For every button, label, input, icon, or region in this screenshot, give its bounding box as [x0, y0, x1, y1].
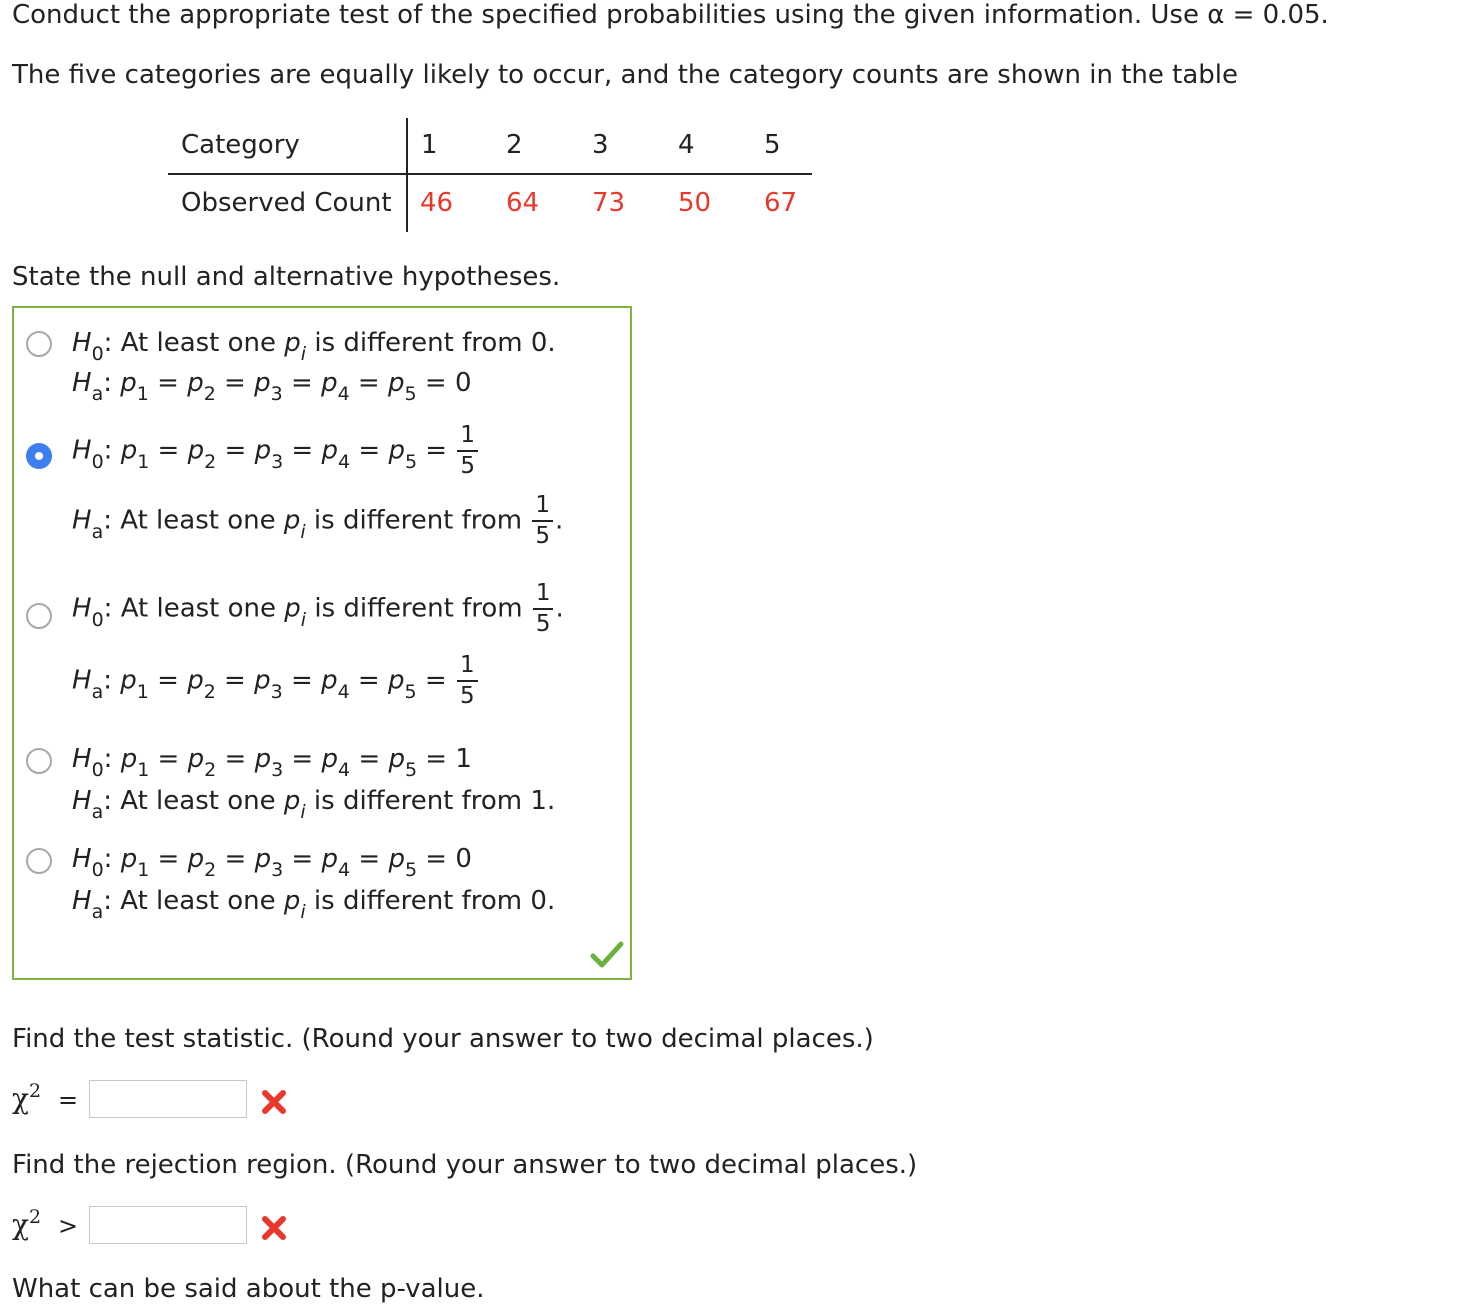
table-count-cell: 50 [678, 188, 712, 218]
fraction-one-fifth: $\frac{1}{5}$ [532, 494, 553, 548]
table-count-cell: 46 [420, 188, 454, 218]
option-4-alternative: $H_a$: At least one $p_i$ is different from 1. [72, 786, 556, 823]
hypotheses-prompt: State the null and alternative hypotheses. [12, 262, 561, 292]
question-intro: Conduct the appropriate test of the specified probabilities using the given information. Use α = 0.05. [12, 0, 1329, 30]
fraction-one-fifth: $\frac{1}{5}$ [457, 654, 478, 708]
table-category-cell: 5 [764, 130, 781, 160]
hypothesis-option-5-radio[interactable] [26, 848, 52, 874]
table-row-label-category: Category [181, 130, 300, 160]
option-2-alternative: $H_a$: At least one $p_i$ is different from $\frac{1}{5}$ . [72, 492, 564, 549]
table-row-label-observed: Observed Count [181, 188, 392, 218]
fraction-one-fifth: $\frac{1}{5}$ [457, 424, 478, 478]
table-category-cell: 2 [506, 130, 523, 160]
option-1-alternative: $H_a$: $p_1 = p_2 = p_3 = p_4 = p_5 = 0$ [72, 368, 472, 405]
hypothesis-option-2-radio[interactable] [26, 443, 52, 469]
table-category-cell: 1 [421, 130, 438, 160]
hypothesis-option-4-radio[interactable] [26, 748, 52, 774]
test-statistic-label: $\chi^2$ [12, 1080, 42, 1115]
option-1-null: $H_0$: At least one $p_i$ is different from 0. [72, 328, 556, 365]
table-count-cell: 73 [592, 188, 626, 218]
option-3-alternative: $H_a$: $p_1 = p_2 = p_3 = p_4 = p_5$ = $\frac{1}{5}$ [72, 654, 480, 708]
option-5-null: $H_0$: $p_1 = p_2 = p_3 = p_4 = p_5 = 0$ [72, 844, 472, 881]
table-count-cell: 67 [764, 188, 798, 218]
rejection-region-label: $\chi^2$ [12, 1206, 42, 1241]
option-3-null: $H_0$: At least one $p_i$ is different from $\frac{1}{5}$ . [72, 580, 564, 637]
incorrect-x-icon [260, 1088, 288, 1116]
option-5-alternative: $H_a$: At least one $p_i$ is different from 0. [72, 886, 556, 923]
test-statistic-input[interactable] [89, 1080, 247, 1118]
option-4-null: $H_0$: $p_1 = p_2 = p_3 = p_4 = p_5 = 1$ [72, 744, 472, 781]
hypothesis-option-1-radio[interactable] [26, 331, 52, 357]
checkmark-icon [590, 940, 624, 970]
hypotheses-answer-box [12, 306, 632, 980]
rejection-region-relation: > [58, 1212, 79, 1240]
question-description: The five categories are equally likely to occur, and the category counts are shown in the table [12, 60, 1238, 90]
fraction-one-fifth: $\frac{1}{5}$ [533, 582, 554, 636]
incorrect-x-icon [260, 1214, 288, 1242]
rejection-region-prompt: Find the rejection region. (Round your answer to two decimal places.) [12, 1150, 918, 1180]
p-value-prompt: What can be said about the p-value. [12, 1274, 485, 1304]
table-category-cell: 3 [592, 130, 609, 160]
table-count-cell: 64 [506, 188, 540, 218]
test-statistic-relation: = [58, 1086, 79, 1114]
test-statistic-prompt: Find the test statistic. (Round your answer to two decimal places.) [12, 1024, 874, 1054]
hypothesis-option-3-radio[interactable] [26, 603, 52, 629]
rejection-region-input[interactable] [89, 1206, 247, 1244]
table-category-cell: 4 [678, 130, 695, 160]
option-2-null: $H_0$: $p_1 = p_2 = p_3 = p_4 = p_5$ = $\frac{1}{5}$ [72, 424, 480, 478]
